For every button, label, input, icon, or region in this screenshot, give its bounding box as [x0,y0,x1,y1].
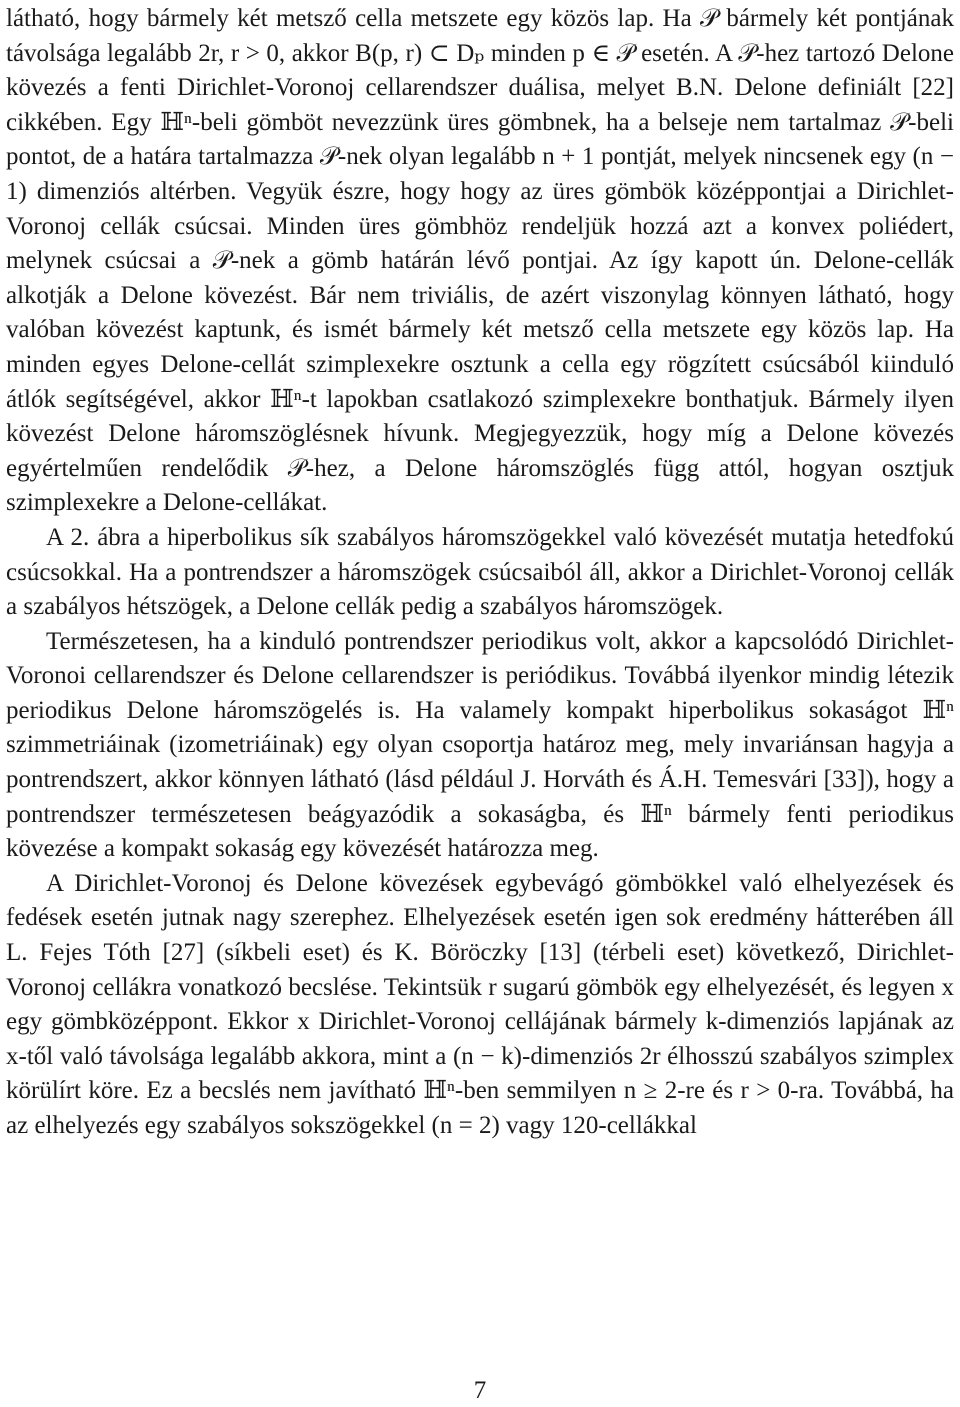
paragraph-delone-definition: látható, hogy bármely két metsző cella metszete egy közös lap. Ha 𝒫 bármely két pontjának távolsága legalább 2r, r > 0, akkor B(p, r) ⊂ Dₚ minden p ∈ 𝒫 esetén. A 𝒫-hez tartozó Delone kövezés a fenti Dirichlet-Voronoj cellarendszer duálisa, melyet B.N. Delone definiált [22] cikkében. Egy ℍⁿ-beli gömböt nevezzünk üres gömbnek, ha a belseje nem tartalmaz 𝒫-beli pontot, de a határa tartalmazza 𝒫-nek olyan legalább n + 1 pontját, melyek nincsenek egy (n − 1) dimenziós altérben. Vegyük észre, hogy hogy az üres gömbök középpontjai a Dirichlet-Voronoj cellák csúcsai. Minden üres gömbhöz rendeljük hozzá azt a konvex poliédert, melynek csúcsai a 𝒫-nek a gömb határán lévő pontjai. Az így kapott ún. Delone-cellák alkotják a Delone kövezést. Bár nem triviális, de azért viszonylag könnyen látható, hogy valóban kövezést kaptunk, és ismét bármely két metsző cella metszete egy közös lap. Ha minden egyes Delone-cellát szimplexekre osztunk a cella egy rögzített csúcsából kiinduló átlók segítségével, akkor ℍⁿ-t lapokban csatlakozó szimplexekre bonthatjuk. Bármely ilyen kövezést Delone háromszöglésnek hívunk. Megjegyezzük, hogy míg a Delone kövezés egyértelműen rendelődik 𝒫-hez, a Delone háromszöglés függ attól, hogyan osztjuk szimplexekre a Delone-cellákat. [6,5,954,517]
paragraph-periodic: Természetesen, ha a kinduló pontrendszer periodikus volt, akkor a kapcsolódó Dirichlet-Voronoi cellarendszer és Delone cellarendszer is periódikus. Továbbá ilyenkor mindig létezik periodikus Delone háromszögelés is. Ha valamely kompakt hiperbolikus sokaságot ℍⁿ szimmetriáinak (izometriáinak) egy olyan csoportja határoz meg, mely invariánsan hagyja a pontrendszert, akkor könnyen látható (lásd például J. Horváth és Á.H. Temesvári [33]), hogy a pontrendszer természetesen beágyazódik a sokaságba, és ℍⁿ bármely fenti periodikus kövezése a kompakt sokaság egy kövezését határozza meg. [6,627,954,863]
paragraph-packings: A Dirichlet-Voronoj és Delone kövezések egybevágó gömbökkel való elhelyezések és fedések esetén jutnak nagy szerephez. Elhelyezések esetén igen sok eredmény hátterében áll L. Fejes Tóth [27] (síkbeli eset) és K. Böröczky [13] (térbeli eset) következő, Dirichlet-Voronoj cellákra vonatkozó becslése. Tekintsük r sugarú gömbök egy elhelyezését, és legyen x egy gömbközéppont. Ekkor x Dirichlet-Voronoj cellájának bármely k-dimenziós lapjának az x-től való távolsága legalább akkora, mint a (n − k)-dimenziós 2r élhosszú szabályos szimplex körülírt köre. Ez a becslés nem javítható ℍⁿ-ben semmilyen n ≥ 2-re és r > 0-ra. Továbbá, ha az elhelyezés egy szabályos sokszögekkel (n = 2) vagy 120-cellákkal [6,869,954,1139]
paragraph-figure-2: A 2. ábra a hiperbolikus sík szabályos háromszögekkel való kövezését mutatja hetedfokú csúcsokkal. Ha a pontrendszer a háromszögek csúcsaiból áll, akkor a Dirichlet-Voronoj cellák a szabályos hétszögek, a Delone cellák pedig a szabályos háromszögek. [6,523,954,621]
page-number: 7 [473,1377,487,1404]
document-page [6,2,954,1144]
